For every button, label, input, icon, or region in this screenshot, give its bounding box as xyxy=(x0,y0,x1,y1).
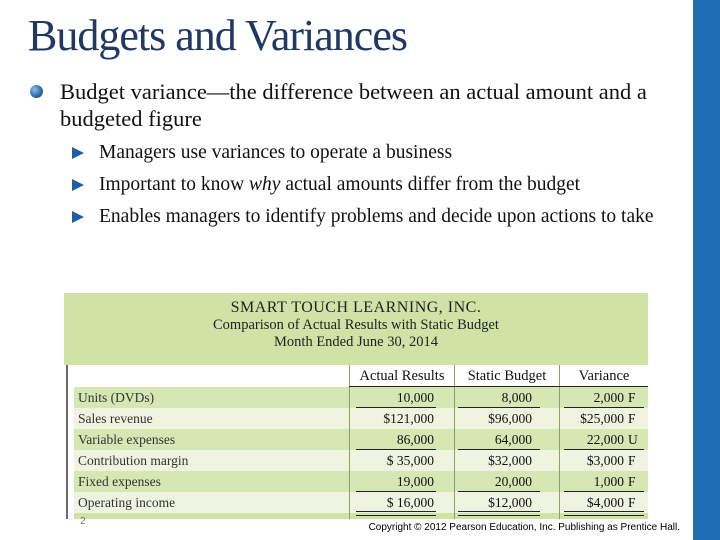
table-grid xyxy=(64,365,648,519)
sub-bullet-1 xyxy=(68,140,660,165)
table-row xyxy=(74,387,648,408)
table-row xyxy=(74,492,648,513)
row-label: Variable expenses xyxy=(78,432,176,447)
actual-value: $ 35,000 xyxy=(386,453,434,468)
variance-flag: U xyxy=(628,432,638,447)
actual-value: 19,000 xyxy=(396,474,434,489)
subtotal-underline xyxy=(458,407,540,408)
table-row xyxy=(74,471,648,492)
subtotal-underline xyxy=(564,449,644,450)
header-rule xyxy=(349,386,648,387)
total-double-underline xyxy=(458,511,540,516)
column-divider xyxy=(559,365,560,519)
budget-value: $12,000 xyxy=(488,495,532,510)
total-double-underline xyxy=(564,511,644,516)
sub-bullet-list xyxy=(30,140,660,229)
sub-bullet-1-text: Managers use variances to operate a business xyxy=(99,142,453,163)
actual-value: $121,000 xyxy=(383,411,434,426)
table-header xyxy=(64,293,648,365)
sub-bullet-2-text-b: actual amounts differ from the budget xyxy=(280,174,581,195)
bullet-main-text: Budget variance—the difference between an actual amount and a budgeted figure xyxy=(60,79,647,131)
column-divider xyxy=(349,365,350,519)
sub-bullet-2 xyxy=(68,172,660,197)
actual-value: 10,000 xyxy=(396,390,434,405)
table-row xyxy=(74,450,648,471)
column-header: Actual Results xyxy=(350,365,454,387)
variance-value: 2,000 xyxy=(593,390,624,405)
table-company-name: SMART TOUCH LEARNING, INC. xyxy=(230,299,482,316)
budget-value: 20,000 xyxy=(494,474,532,489)
subtotal-underline xyxy=(564,491,644,492)
subtotal-underline xyxy=(564,407,644,408)
copyright-notice: Copyright © 2012 Pearson Education, Inc. Publishing as Prentice Hall. xyxy=(368,522,680,533)
triangle-bullet-icon xyxy=(72,147,84,159)
sub-bullet-2-text-a: Important to know xyxy=(99,174,250,195)
sub-bullet-3-text: Enables managers to identify problems and decide upon actions to take xyxy=(99,206,654,227)
variance-value: 22,000 xyxy=(586,432,624,447)
triangle-bullet-icon xyxy=(72,179,84,191)
subtotal-underline xyxy=(356,449,436,450)
budget-value: 8,000 xyxy=(501,390,532,405)
subtotal-underline xyxy=(356,407,436,408)
bullet-dot-icon xyxy=(30,85,43,98)
variance-value: $25,000 xyxy=(580,411,624,426)
row-label: Units (DVDs) xyxy=(78,390,155,405)
sub-bullet-3 xyxy=(68,204,660,229)
row-label: Contribution margin xyxy=(78,453,189,468)
row-label: Sales revenue xyxy=(78,411,153,426)
actual-value: 86,000 xyxy=(396,432,434,447)
actual-value: $ 16,000 xyxy=(386,495,434,510)
variance-flag: F xyxy=(628,411,636,426)
page-number: 2 xyxy=(80,516,86,527)
budget-value: $32,000 xyxy=(488,453,532,468)
variance-flag: F xyxy=(628,474,636,489)
variance-value: $4,000 xyxy=(586,495,624,510)
variance-flag: F xyxy=(628,495,636,510)
table-row xyxy=(74,429,648,450)
row-label: Operating income xyxy=(78,495,176,510)
column-header: Variance xyxy=(560,365,648,387)
variance-value: 1,000 xyxy=(593,474,624,489)
total-double-underline xyxy=(356,511,436,516)
variance-flag: F xyxy=(628,453,636,468)
sub-bullet-2-emphasis: why xyxy=(249,174,281,195)
budget-value: 64,000 xyxy=(494,432,532,447)
column-header: Static Budget xyxy=(455,365,559,387)
budget-value: $96,000 xyxy=(488,411,532,426)
slide-accent-bar xyxy=(693,0,720,540)
slide-title: Budgets and Variances xyxy=(28,11,407,60)
bullet-main xyxy=(30,78,660,132)
column-divider xyxy=(454,365,455,519)
subtotal-underline xyxy=(356,491,436,492)
subtotal-underline xyxy=(458,449,540,450)
header-row-spacer xyxy=(74,365,350,387)
table-period: Month Ended June 30, 2014 xyxy=(274,334,438,350)
table-subtitle: Comparison of Actual Results with Static Budget xyxy=(213,317,499,333)
row-label: Fixed expenses xyxy=(78,474,161,489)
variance-flag: F xyxy=(628,390,636,405)
bullet-list xyxy=(30,78,660,236)
variance-value: $3,000 xyxy=(586,453,624,468)
subtotal-underline xyxy=(458,491,540,492)
budget-comparison-table xyxy=(64,293,648,519)
triangle-bullet-icon xyxy=(72,211,84,223)
table-row xyxy=(74,408,648,429)
table-gutter xyxy=(64,365,74,519)
